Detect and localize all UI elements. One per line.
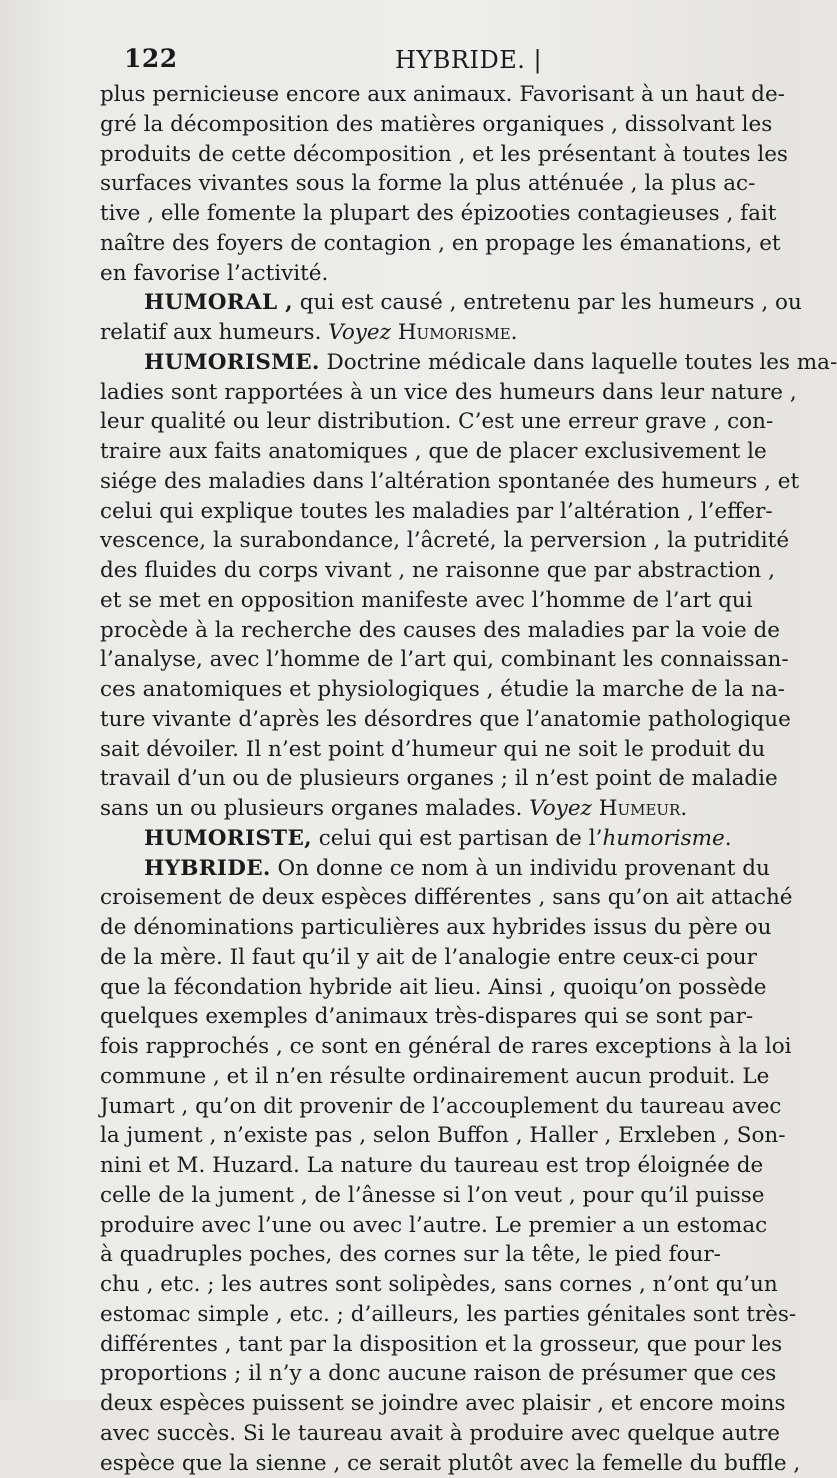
small-caps-text: Humeur <box>599 796 681 821</box>
text-segment: tive , elle fomente la plupart des épizooties contagieuses , fait <box>100 201 776 226</box>
text-line <box>100 288 770 318</box>
text-line <box>100 824 770 854</box>
text-line <box>100 1032 770 1062</box>
text-line <box>100 110 770 140</box>
text-segment: relatif aux humeurs. <box>100 320 328 345</box>
text-line <box>100 1419 770 1449</box>
text-segment: en favorise l’activité. <box>100 261 328 286</box>
text-line <box>100 764 770 794</box>
text-segment: différentes , tant par la disposition et la grosseur, que pour les <box>100 1332 782 1357</box>
text-segment: Jumart , qu’on dit provenir de l’accouplement du taureau avec <box>100 1094 781 1119</box>
text-segment: l’analyse, avec l’homme de l’art qui, combinant les connaissan- <box>100 647 789 672</box>
text-segment: de la mère. Il faut qu’il y ait de l’analogie entre ceux-ci pour <box>100 945 757 970</box>
text-line <box>100 1181 770 1211</box>
text-line <box>100 199 770 229</box>
text-segment: siége des maladies dans l’altération spontanée des humeurs , et <box>100 469 799 494</box>
text-segment: Doctrine médicale dans laquelle toutes les ma- <box>320 350 837 375</box>
page-number: 122 <box>124 44 178 73</box>
text-body <box>100 80 770 1478</box>
text-segment: commune , et il n’en résulte ordinairement aucun produit. Le <box>100 1064 769 1089</box>
text-segment: gré la décomposition des matières organiques , dissolvant les <box>100 112 772 137</box>
text-segment: procède à la recherche des causes des maladies par la voie de <box>100 618 780 643</box>
text-line <box>100 973 770 1003</box>
text-segment: qui est causé , entretenu par les humeurs , ou <box>293 290 802 315</box>
text-segment: plus pernicieuse encore aux animaux. Favorisant à un haut de- <box>100 82 785 107</box>
text-line <box>100 437 770 467</box>
text-line <box>100 348 770 378</box>
text-line <box>100 80 770 110</box>
text-line <box>100 1002 770 1032</box>
text-segment: sans un ou plusieurs organes malades. <box>100 796 529 821</box>
text-segment: celui qui est partisan de l’ <box>312 826 603 851</box>
text-line <box>100 705 770 735</box>
entry-term: HUMORISTE, <box>144 826 312 851</box>
text-segment: nini et M. Huzard. La nature du taureau est trop éloignée de <box>100 1153 763 1178</box>
text-line <box>100 735 770 765</box>
text-segment: ladies sont rapportées à un vice des humeurs dans leur nature , <box>100 380 797 405</box>
text-segment: . <box>680 796 687 821</box>
text-segment: ces anatomiques et physiologiques , étudie la marche de la na- <box>100 677 785 702</box>
entry-term: HUMORISME. <box>144 350 320 375</box>
text-line <box>100 794 770 824</box>
text-line <box>100 1449 770 1478</box>
text-segment: naître des foyers de contagion , en propage les émanations, et <box>100 231 781 256</box>
text-line <box>100 259 770 289</box>
italic-text: humorisme <box>602 826 724 851</box>
text-segment: proportions ; il n’y a donc aucune raison de présumer que ces <box>100 1361 776 1386</box>
text-segment: traire aux faits anatomiques , que de placer exclusivement le <box>100 439 767 464</box>
text-segment: des fluides du corps vivant , ne raisonne que par abstraction , <box>100 558 775 583</box>
text-segment: de dénominations particulières aux hybrides issus du père ou <box>100 915 771 940</box>
text-segment: produire avec l’une ou avec l’autre. Le premier a un estomac <box>100 1213 767 1238</box>
italic-text: Voyez <box>529 796 592 821</box>
text-line <box>100 1062 770 1092</box>
text-line <box>100 1330 770 1360</box>
text-line <box>100 140 770 170</box>
text-segment: quelques exemples d’animaux très-dispares qui se sont par- <box>100 1004 753 1029</box>
text-line <box>100 586 770 616</box>
text-line <box>100 407 770 437</box>
text-segment: On donne ce nom à un individu provenant du <box>271 856 770 881</box>
text-segment: vescence, la surabondance, l’âcreté, la perversion , la putridité <box>100 528 789 553</box>
text-line <box>100 1300 770 1330</box>
text-line <box>100 229 770 259</box>
text-line <box>100 854 770 884</box>
text-line <box>100 645 770 675</box>
text-segment: celle de la jument , de l’ânesse si l’on veut , pour qu’il puisse <box>100 1183 765 1208</box>
small-caps-text: Humorisme <box>398 320 511 345</box>
text-segment <box>592 796 599 821</box>
text-line <box>100 675 770 705</box>
text-line <box>100 1240 770 1270</box>
text-segment: sait dévoiler. Il n’est point d’humeur qui ne soit le produit du <box>100 737 765 762</box>
text-segment: celui qui explique toutes les maladies par l’altération , l’effer- <box>100 499 773 524</box>
text-segment: . <box>725 826 732 851</box>
text-segment: avec succès. Si le taureau avait à produire avec quelque autre <box>100 1421 780 1446</box>
page-header <box>0 44 800 78</box>
text-segment: . <box>511 320 518 345</box>
text-line <box>100 1151 770 1181</box>
text-line <box>100 467 770 497</box>
text-line <box>100 1389 770 1419</box>
italic-text: Voyez <box>328 320 391 345</box>
text-segment: estomac simple , etc. ; d’ailleurs, les parties génitales sont très- <box>100 1302 796 1327</box>
text-line <box>100 1092 770 1122</box>
text-segment: que la fécondation hybride ait lieu. Ainsi , quoiqu’on possède <box>100 975 766 1000</box>
entry-term: HYBRIDE. <box>144 856 271 881</box>
text-segment: leur qualité ou leur distribution. C’est une erreur grave , con- <box>100 409 773 434</box>
running-head: HYBRIDE. | <box>395 46 542 74</box>
text-line <box>100 616 770 646</box>
entry-term: HUMORAL , <box>144 290 293 315</box>
text-segment: surfaces vivantes sous la forme la plus atténuée , la plus ac- <box>100 171 755 196</box>
text-segment: croisement de deux espèces différentes , sans qu’on ait attaché <box>100 885 793 910</box>
text-line <box>100 318 770 348</box>
text-segment: espèce que la sienne , ce serait plutôt avec la femelle du buffle , <box>100 1451 800 1476</box>
text-segment: deux espèces puissent se joindre avec plaisir , et encore moins <box>100 1391 786 1416</box>
text-line <box>100 943 770 973</box>
text-line <box>100 169 770 199</box>
text-line <box>100 526 770 556</box>
text-line <box>100 556 770 586</box>
text-line <box>100 1211 770 1241</box>
text-segment: ture vivante d’après les désordres que l’anatomie pathologique <box>100 707 791 732</box>
text-segment: chu , etc. ; les autres sont solipèdes, sans cornes , n’ont qu’un <box>100 1272 778 1297</box>
text-segment: fois rapprochés , ce sont en général de rares exceptions à la loi <box>100 1034 792 1059</box>
text-line <box>100 913 770 943</box>
text-segment: produits de cette décomposition , et les présentant à toutes les <box>100 142 788 167</box>
text-segment: et se met en opposition manifeste avec l’homme de l’art qui <box>100 588 753 613</box>
text-line <box>100 497 770 527</box>
text-line <box>100 1359 770 1389</box>
text-segment: travail d’un ou de plusieurs organes ; il n’est point de maladie <box>100 766 778 791</box>
text-segment <box>391 320 398 345</box>
text-line <box>100 1121 770 1151</box>
text-line <box>100 378 770 408</box>
text-segment: à quadruples poches, des cornes sur la tête, le pied four- <box>100 1242 721 1267</box>
text-line <box>100 883 770 913</box>
text-line <box>100 1270 770 1300</box>
text-segment: la jument , n’existe pas , selon Buffon , Haller , Erxleben , Son- <box>100 1123 786 1148</box>
